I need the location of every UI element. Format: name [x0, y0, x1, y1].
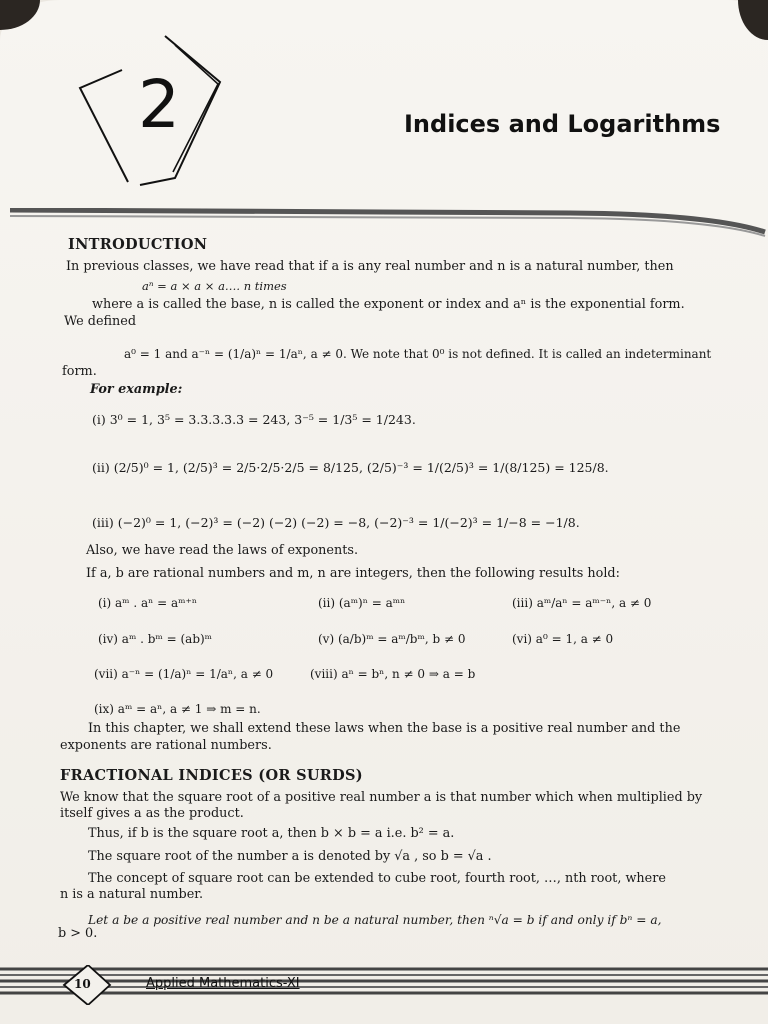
law-3: (iii) aᵐ/aⁿ = aᵐ⁻ⁿ, a ≠ 0 [512, 596, 652, 610]
chapter-number: 2 [138, 66, 180, 143]
example-3: (iii) (−2)⁰ = 1, (−2)³ = (−2) (−2) (−2) = −8, (−2)⁻³ = 1/(−2)³ = 1/−8 = −1/8. [92, 515, 580, 530]
fractional-paragraph-3: Thus, if b is the square root a, then b × b = a i.e. b² = a. [88, 826, 455, 841]
extend-paragraph-1: In this chapter, we shall extend these laws when the base is a positive real number and the [88, 721, 681, 736]
example-1: (i) 3⁰ = 1, 3⁵ = 3.3.3.3.3 = 243, 3⁻⁵ = 1/3⁵ = 1/243. [92, 412, 416, 427]
law-1: (i) aᵐ . aⁿ = aᵐ⁺ⁿ [98, 596, 198, 610]
page-corner-shadow [0, 0, 40, 30]
example-label: For example: [90, 382, 183, 397]
header-divider [10, 208, 768, 238]
fractional-paragraph-4: The square root of the number a is denoted by √a , so b = √a . [88, 849, 492, 864]
fractional-paragraph-1: We know that the square root of a positive real number a is that number which when multiplied by [60, 790, 703, 805]
intro-paragraph-3: We defined [64, 314, 137, 329]
page-number: 10 [74, 977, 91, 991]
definition-equation: aⁿ = a × a × a…. n times [142, 279, 287, 293]
intro-paragraph-2: where a is called the base, n is called the exponent or index and aⁿ is the exponential form. [92, 297, 685, 312]
intro-paragraph-6: If a, b are rational numbers and m, n are integers, then the following results hold: [86, 566, 620, 581]
fractional-paragraph-6: n is a natural number. [60, 887, 204, 902]
fractional-paragraph-5: The concept of square root can be extended to cube root, fourth root, …, nth root, where [88, 871, 666, 886]
intro-paragraph-4: form. [62, 364, 97, 379]
example-2: (ii) (2/5)⁰ = 1, (2/5)³ = 2/5·2/5·2/5 = 8/125, (2/5)⁻³ = 1/(2/5)³ = 1/(8/125) = 125/8. [92, 460, 609, 475]
chapter-title: Indices and Logarithms [404, 110, 721, 138]
intro-paragraph-5: Also, we have read the laws of exponents. [86, 543, 359, 558]
fractional-paragraph-7: Let a be a positive real number and n be a natural number, then ⁿ√a = b if and only if bⁿ = a, [88, 913, 662, 927]
fractional-paragraph-2: itself gives a as the product. [60, 806, 244, 821]
law-9: (ix) aᵐ = aⁿ, a ≠ 1 ⇒ m = n. [94, 702, 261, 716]
zero-negative-exponent-definition: a⁰ = 1 and a⁻ⁿ = (1/a)ⁿ = 1/aⁿ, a ≠ 0. We note that 0⁰ is not defined. It is called an indeterminant [124, 347, 712, 361]
fractional-paragraph-8: b > 0. [58, 926, 98, 941]
section-heading-fractional-indices: FRACTIONAL INDICES (OR SURDS) [60, 767, 363, 784]
footer-divider [0, 965, 768, 1005]
extend-paragraph-2: exponents are rational numbers. [60, 738, 272, 753]
law-7: (vii) a⁻ⁿ = (1/a)ⁿ = 1/aⁿ, a ≠ 0 [94, 667, 274, 681]
page-corner-shadow [738, 0, 768, 40]
footer-book-title: Applied Mathematics-XI [146, 976, 300, 991]
intro-paragraph-1: In previous classes, we have read that if a is any real number and n is a natural number, then [66, 259, 674, 274]
section-heading-introduction: INTRODUCTION [68, 236, 208, 253]
law-6: (vi) a⁰ = 1, a ≠ 0 [512, 632, 614, 646]
law-2: (ii) (aᵐ)ⁿ = aᵐⁿ [318, 596, 406, 610]
law-5: (v) (a/b)ᵐ = aᵐ/bᵐ, b ≠ 0 [318, 632, 466, 646]
law-4: (iv) aᵐ . bᵐ = (ab)ᵐ [98, 632, 213, 646]
law-8: (viii) aⁿ = bⁿ, n ≠ 0 ⇒ a = b [310, 667, 476, 681]
